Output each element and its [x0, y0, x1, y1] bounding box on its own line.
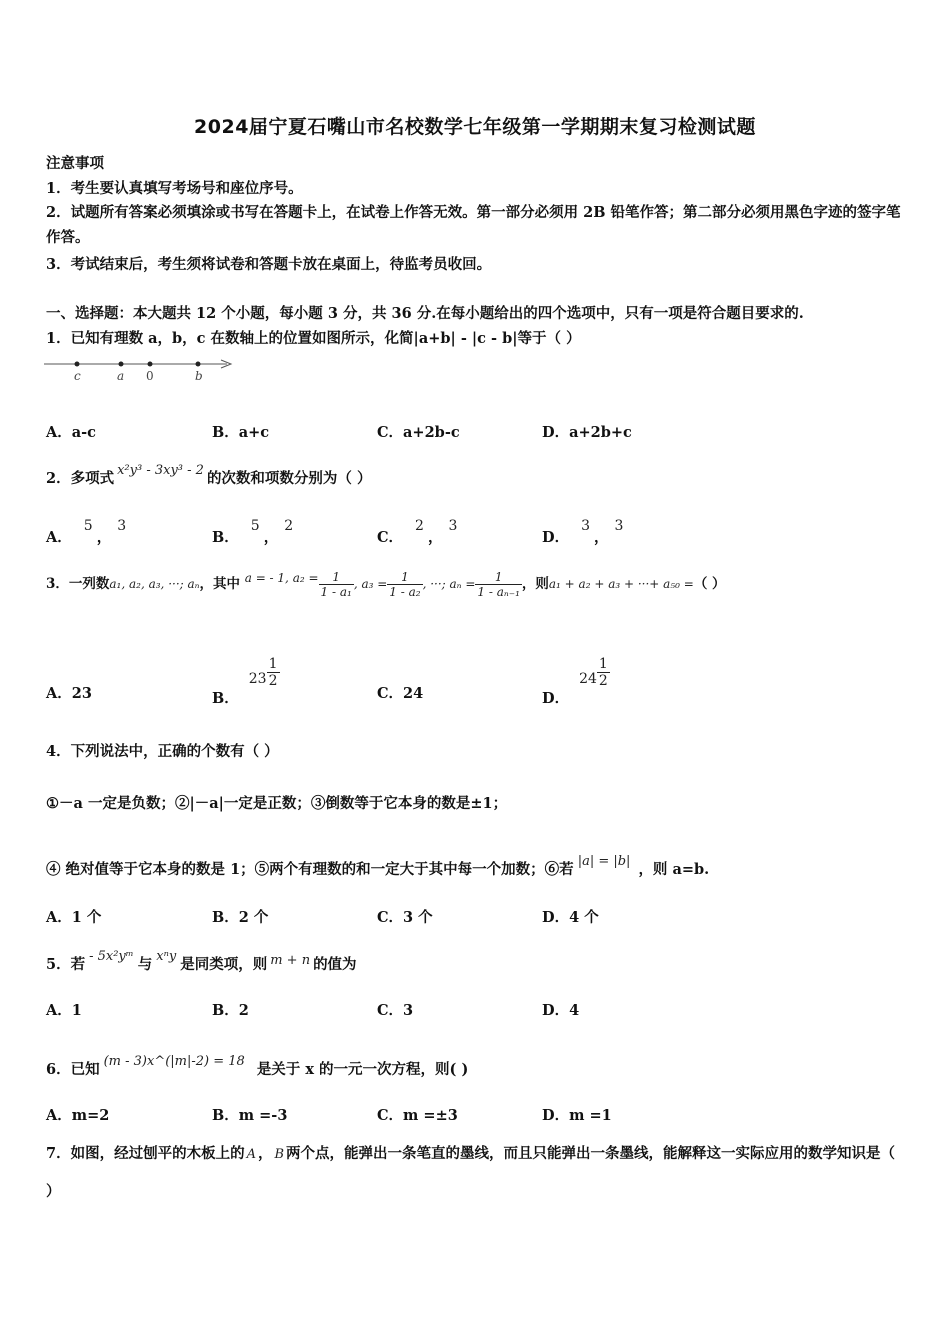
q2-option-a-v2: 3 — [117, 518, 127, 534]
q2-suffix: 的次数和项数分别为（ ） — [206, 470, 372, 487]
q7-point-a: A — [246, 1147, 256, 1162]
label-b: b — [195, 369, 203, 383]
notice-heading: 注意事项 — [46, 155, 104, 172]
q2-option-c[interactable]: C．2，3 — [377, 518, 458, 546]
label-c: c — [74, 369, 81, 383]
q3-sum: a₁ + a₂ + a₃ + ···+ a₅₀ = — [548, 577, 694, 591]
q3-option-d-whole: 24 — [579, 670, 597, 687]
q5-term-2: xⁿy — [156, 949, 177, 964]
q3-def-start: a = - 1, a₂ = — [244, 571, 319, 585]
q2-option-a[interactable]: A．5，3 — [46, 518, 127, 546]
q1-option-a[interactable]: A．a-c — [46, 424, 96, 441]
q3-fraction-3-num: 1 — [494, 570, 503, 584]
notice-item-2: 2．试题所有答案必须填涂或书写在答题卡上，在试卷上作答无效。第一部分必须用 2B 铅笔作答；第二部分必须用黑色字迹的签字笔作答。 — [46, 204, 901, 246]
q7-stem — [46, 1135, 904, 1210]
q5-sum-expression: m + n — [270, 953, 311, 968]
q4-option-d[interactable]: D．4 个 — [542, 909, 599, 926]
q4-stem: 4．下列说法中，正确的个数有（ ） — [46, 743, 279, 760]
q5-prefix: 5．若 — [46, 956, 86, 973]
q3-option-b-letter: B． — [212, 689, 239, 707]
q3-tail: （ ） — [693, 576, 726, 592]
q3-option-b-whole: 23 — [248, 670, 267, 687]
q4-option-a[interactable]: A．1 个 — [46, 909, 102, 926]
q4-line2-suffix: ，则 a=b. — [638, 861, 710, 878]
q6-option-a[interactable]: A．m=2 — [46, 1107, 110, 1124]
q2-option-b-v2: 2 — [284, 518, 294, 534]
q2-stem — [46, 463, 372, 488]
q3-fraction-1-num: 1 — [332, 570, 340, 584]
q3-sequence: a₁, a₂, a₃, ···; aₙ — [109, 577, 200, 591]
q2-option-c-v1: 2 — [415, 518, 424, 534]
page-title: 2024届宁夏石嘴山市名校数学七年级第一学期期末复习检测试题 — [194, 116, 756, 138]
q3-where: ，其中 — [199, 576, 241, 592]
q2-option-c-v2: 3 — [448, 518, 458, 534]
q5-like-terms: 是同类项，则 — [180, 956, 268, 973]
q6-option-b[interactable]: B．m =-3 — [212, 1107, 288, 1124]
q4-option-c[interactable]: C．3 个 — [377, 909, 433, 926]
q2-option-a-v1: 5 — [83, 518, 93, 534]
q5-term-1: - 5x²yᵐ — [89, 949, 134, 964]
q3-fraction-3-den: 1 - aₙ₋₁ — [477, 585, 520, 599]
q6-stem — [46, 1054, 469, 1079]
label-zero: 0 — [146, 369, 154, 383]
q4-statements-1: ①－a 一定是负数；②|－a|一定是正数；③倒数等于它本身的数是±1； — [46, 795, 508, 812]
q3-prefix: 3．一列数 — [46, 576, 110, 592]
q5-option-d[interactable]: D．4 — [542, 1002, 580, 1019]
q2-option-c-letter: C． — [377, 529, 404, 546]
q2-option-a-letter: A． — [46, 529, 72, 546]
q5-with: 与 — [137, 956, 153, 973]
q3-def-an: , ···; aₙ = — [422, 577, 476, 591]
q2-option-d[interactable]: D．3，3 — [542, 518, 624, 546]
q7-separator: ， — [257, 1145, 273, 1162]
q5-suffix: 的值为 — [313, 956, 357, 973]
q3-fraction-1 — [319, 570, 354, 599]
q7-suffix: 两个点，能弹出一条笔直的墨线，而且只能弹出一条墨线，能解释这一实际应用的数学知识是（ ） — [46, 1145, 896, 1200]
q3-option-b-den: 2 — [268, 673, 278, 689]
q4-option-b[interactable]: B．2 个 — [212, 909, 269, 926]
q5-option-c[interactable]: C．3 — [377, 1002, 414, 1019]
point-a — [119, 362, 124, 367]
q2-prefix: 2．多项式 — [46, 470, 115, 487]
q3-fraction-2-num: 1 — [401, 570, 409, 584]
q7-prefix: 7．如图，经过刨平的木板上的 — [46, 1145, 245, 1162]
point-c — [75, 362, 80, 367]
q3-option-d-num: 1 — [598, 656, 608, 672]
q3-option-a[interactable]: A．23 — [46, 685, 92, 702]
section-heading: 一、选择题：本大题共 12 个小题，每小题 3 分，共 36 分.在每小题给出的四个选项中，只有一项是符合题目要求的. — [46, 305, 804, 322]
q3-option-d-den: 2 — [598, 673, 608, 689]
q5-option-a[interactable]: A．1 — [46, 1002, 82, 1019]
label-a: a — [117, 369, 125, 383]
q3-option-c[interactable]: C．24 — [377, 685, 424, 702]
q2-option-b[interactable]: B．5，2 — [212, 518, 294, 546]
q3-option-d-fraction — [597, 656, 610, 689]
number-line-figure — [44, 354, 239, 384]
q2-polynomial: x²y³ - 3xy³ - 2 — [117, 463, 204, 478]
q5-stem — [46, 949, 357, 974]
q1-stem: 1．已知有理数 a，b，c 在数轴上的位置如图所示，化简|a+b| - |c - b|等于（ ） — [46, 330, 581, 347]
q4-line2-prefix: ④ 绝对值等于它本身的数是 1；⑤两个有理数的和一定大于其中每一个加数；⑥若 — [46, 861, 574, 878]
q1-option-d[interactable]: D．a+2b+c — [542, 424, 632, 441]
notice-item-1: 1．考生要认真填写考场号和座位序号。 — [46, 180, 303, 197]
point-0 — [148, 362, 153, 367]
q3-fraction-2 — [387, 570, 422, 599]
q2-option-d-v2: 3 — [614, 518, 624, 534]
q2-option-b-letter: B． — [212, 529, 239, 546]
q3-fraction-1-den: 1 - a₁ — [320, 585, 352, 599]
q5-option-b[interactable]: B．2 — [212, 1002, 249, 1019]
q3-def-a3: , a₃ = — [353, 577, 388, 591]
q3-option-d[interactable] — [542, 656, 610, 707]
q3-option-b-num: 1 — [268, 656, 278, 672]
q2-option-d-letter: D． — [542, 529, 570, 546]
q3-fraction-3 — [475, 570, 521, 599]
q3-stem — [46, 570, 726, 599]
q6-suffix: 是关于 x 的一元一次方程，则( ) — [256, 1061, 469, 1078]
q1-option-b[interactable]: B．a+c — [212, 424, 270, 441]
point-b — [196, 362, 201, 367]
q2-option-b-v1: 5 — [250, 518, 260, 534]
q6-prefix: 6．已知 — [46, 1061, 100, 1078]
q6-equation: (m - 3)x^(|m|-2) = 18 — [103, 1054, 245, 1069]
q4-abs-expression: |a| = |b| — [577, 854, 631, 869]
q4-statements-2 — [46, 854, 710, 879]
q7-point-b: B — [274, 1147, 285, 1162]
q6-option-d[interactable]: D．m =1 — [542, 1107, 612, 1124]
q3-option-b[interactable] — [212, 656, 280, 707]
q2-option-d-v1: 3 — [581, 518, 590, 534]
q3-option-d-letter: D． — [542, 689, 570, 707]
q6-option-c[interactable]: C．m =±3 — [377, 1107, 458, 1124]
q1-option-c[interactable]: C．a+2b-c — [377, 424, 460, 441]
notice-item-3: 3．考试结束后，考生须将试卷和答题卡放在桌面上，待监考员收回。 — [46, 256, 492, 273]
q3-option-b-fraction — [267, 656, 280, 689]
q3-fraction-2-den: 1 - a₂ — [389, 585, 421, 599]
q3-then: ，则 — [521, 576, 549, 592]
